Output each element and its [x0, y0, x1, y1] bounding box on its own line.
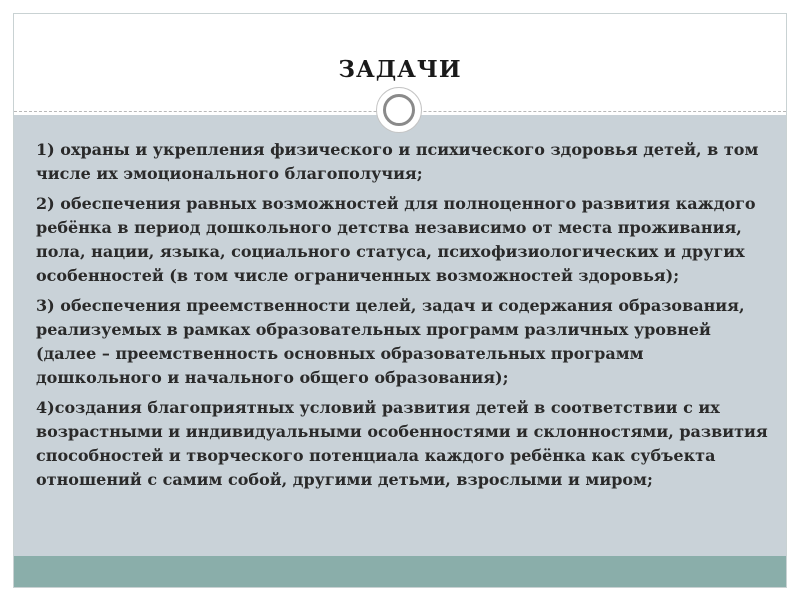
- task-list: [36, 138, 771, 498]
- slide-title: ЗАДАЧИ: [338, 56, 462, 83]
- slide: [13, 13, 787, 588]
- task-item-4: 4)создания благоприятных условий развития детей в соответствии с их возрастными и индивидуальными особенностями и склонностями, развития способностей и творческого потенциала каждого ребёнка как субъекта отношений с самим собой, другими детьми, взрослыми и миром;: [36, 398, 768, 489]
- emblem-ring: [383, 94, 415, 126]
- task-item-2: 2) обеспечения равных возможностей для полноценного развития каждого ребёнка в период дошкольного детства независимо от места проживания, пола, нации, языка, социального статуса, психофизиологических и других особенностей (в том числе ограниченных возможностей здоровья);: [36, 194, 756, 285]
- circle-emblem-icon: [376, 87, 422, 133]
- task-item-3: 3) обеспечения преемственности целей, задач и содержания образования, реализуемых в рамках образовательных программ различных уровней (далее – преемственность основных образовательных программ дошкольного и начального общего образования);: [36, 296, 745, 387]
- bottom-band: [14, 556, 786, 588]
- task-item-1: 1) охраны и укрепления физического и психического здоровья детей, в том числе их эмоционального благополучия;: [36, 140, 759, 183]
